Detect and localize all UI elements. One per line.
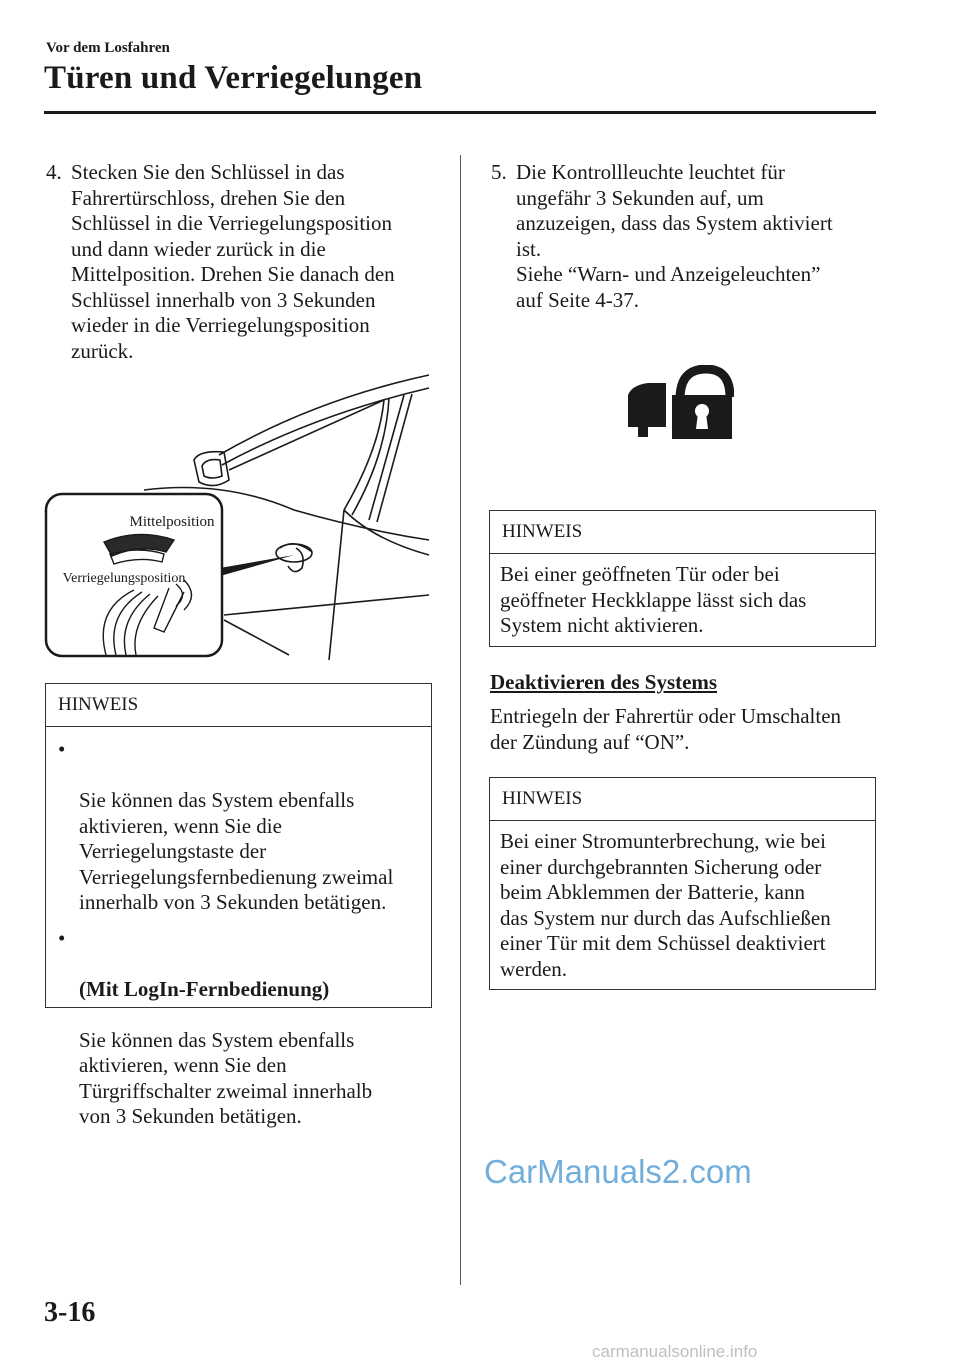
source-watermark: carmanualsonline.info [592, 1342, 758, 1361]
note-1-bullet-2-bold: (Mit LogIn-Fernbedienung) [79, 976, 330, 1001]
note-box-1 [45, 683, 432, 1128]
deactivate-heading: Deaktivieren des Systems [490, 670, 718, 694]
note-1-heading: HINWEIS [46, 684, 431, 727]
note-box-3 [489, 777, 876, 990]
note-1-bullet-2-text: Sie können das System ebenfalls aktivieren, wenn Sie den Türgriffschalter zweimal innerhalb von 3 Sekunden betätigen. [79, 1027, 373, 1128]
note-box-2 [489, 510, 876, 647]
note-2-heading: HINWEIS [490, 511, 875, 554]
label-middle-position: Mittelposition [129, 514, 215, 530]
bullet-dot: • [58, 925, 66, 950]
page-title: Türen und Verriegelungen [44, 60, 423, 96]
bullet-dot: • [58, 737, 66, 761]
column-divider [460, 155, 461, 1285]
door-lock-illustration [44, 370, 434, 665]
watermark-logo: CarManuals2.com [484, 1153, 752, 1190]
note-1-bullet-1 [56, 737, 425, 916]
step-5 [491, 160, 881, 313]
step-5-text: Die Kontrollleuchte leuchtet für ungefähr 3 Sekunden auf, um anzuzeigen, dass das System aktiviert ist. Siehe “Warn- und Anzeigeleuchten” auf Seite 4-37. [516, 160, 833, 312]
step-4-number: 4. [46, 160, 62, 184]
deactivate-text: Entriegeln der Fahrertür oder Umschalten der Zündung auf “ON”. [490, 704, 842, 754]
title-rule [44, 111, 876, 114]
note-1-bullet-2 [56, 926, 425, 1130]
note-2-body: Bei einer geöffneten Tür oder bei geöffneter Heckklappe lässt sich das System nicht aktivieren. [500, 562, 807, 637]
note-3-body: Bei einer Stromunterbrechung, wie bei einer durchgebrannten Sicherung oder beim Abklemmen der Batterie, kann das System nur durch das Aufschließen einer Tür mit dem Schüssel deaktiviert werden. [500, 829, 831, 981]
label-lock-position: Verriegelungsposition [62, 571, 186, 586]
section-label: Vor dem Losfahren [46, 40, 170, 56]
step-5-number: 5. [491, 160, 507, 184]
step-4-text: Stecken Sie den Schlüssel in das Fahrertürschloss, drehen Sie den Schlüssel in die Verriegelungsposition und dann wieder zurück in die Mittelposition. Drehen Sie danach den Schlüssel innerhalb von 3 Sekunden wieder in die Verriegelungsposition zurück. [71, 160, 395, 363]
step-4 [46, 160, 446, 364]
note-3-heading: HINWEIS [490, 778, 875, 821]
page-number: 3-16 [44, 1297, 96, 1328]
note-1-bullet-1-text: Sie können das System ebenfalls aktivieren, wenn Sie die Verriegelungstaste der Verriegelungsfernbedienung zweimal innerhalb von 3 Sekunden betätigen. [79, 788, 394, 914]
security-indicator-icon [626, 365, 734, 441]
